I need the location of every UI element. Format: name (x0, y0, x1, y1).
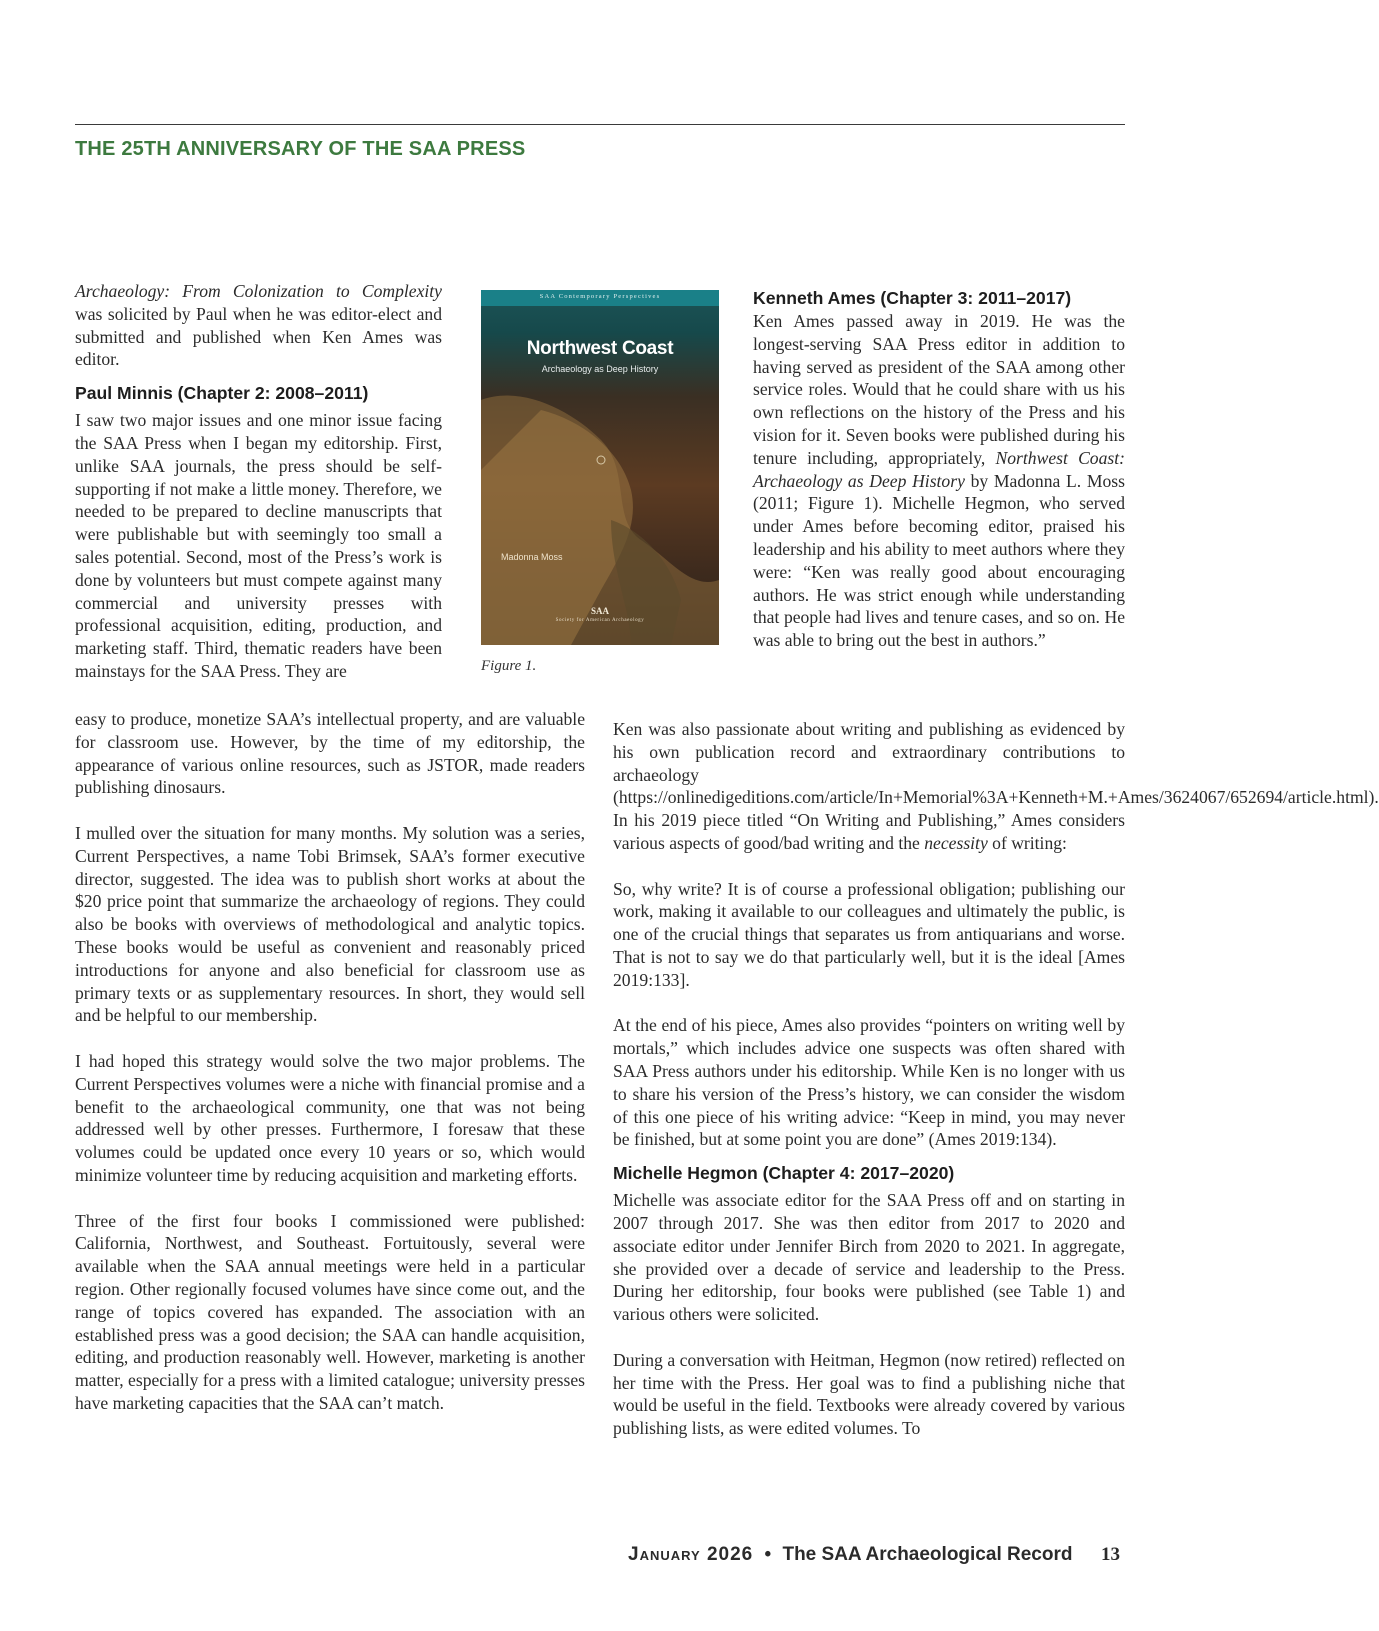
book-cover-image (481, 290, 719, 645)
ames-paragraph-2a: Ken was also passionate about writing and publishing as evidenced by his own publication record and extraordinary contributions to archaeology (https://onlinedigeditions.com/article/In+Memorial%3A+Kenneth+M.+Ames/3624067/652694/article.html). In his 2019 piece titled “On Writing and Publishing,” Ames considers various aspects of good/bad writing and the (613, 719, 1379, 853)
footer-journal-title: The SAA Archaeological Record (782, 1544, 1073, 1565)
ames-book-title: Northwest Coast: Archaeology as Deep History (753, 447, 1125, 491)
hegmon-paragraph-2: During a conversation with Heitman, Hegmon (now retired) reflected on her time with the Press. Her goal was to find a publishing niche that would be useful in the field. Textbooks were already covered by various publishing lists, as were edited volumes. To (613, 1349, 1125, 1439)
footer-month: January 2026 (628, 1544, 754, 1565)
ames-necessity: necessity (924, 832, 988, 853)
minnis-heading: Paul Minnis (Chapter 2: 2008–2011) (75, 383, 369, 404)
minnis-paragraph-2: I mulled over the situation for many months. My solution was a series, Current Perspectives, a name Tobi Brimsek, SAA’s former executive director, suggested. The idea was to publish short works at about the $20 price point that summarize the archaeology of regions. They could also be books with overviews of methodological and analytic topics. These books would be useful as convenient and reasonably priced introductions for anyone and also beneficial for classroom use as primary texts or as supplementary resources. In short, they would sell and be helpful to our membership. (75, 822, 585, 1026)
page-header: THE 25TH ANNIVERSARY OF THE SAA PRESS (75, 138, 526, 160)
figure-caption: Figure 1. (481, 658, 537, 674)
header-rule (75, 124, 1125, 125)
column-2-wide (613, 718, 1379, 1440)
hegmon-paragraph-1: Michelle was associate editor for the SAA Press off and on starting in 2007 through 2017. She was then editor from 2017 to 2020 and associate editor under Jennifer Birch from 2020 to 2021. In aggregate, she provided over a decade of service and leadership to the Press. During her editorship, four books were published (see Table 1) and various others were solicited. (613, 1190, 1125, 1325)
intro-text: was solicited by Paul when he was editor-elect and submitted and published when Ken Ames was editor. (75, 303, 442, 370)
page-number: 13 (1101, 1544, 1120, 1565)
cover-publisher: Society for American Archaeology (555, 618, 645, 623)
column-1-wide (75, 708, 585, 1415)
footer-separator: • (764, 1544, 772, 1565)
column-1-narrow (75, 280, 442, 683)
minnis-paragraph-1b: easy to produce, monetize SAA’s intellectual property, and are valuable for classroom use. However, by the time of my editorship, the appearance of various online resources, such as JSTOR, made readers publishing dinosaurs. (75, 709, 585, 798)
cover-logo: SAA (590, 606, 609, 616)
footer-journal (628, 1544, 1072, 1566)
minnis-paragraph-1a: I saw two major issues and one minor issue facing the SAA Press when I began my editorship. First, unlike SAA journals, the press should be self-supporting if not make a little money. Therefore, we needed to be prepared to decline manuscripts that were publishable but with seemingly too small a sales potential. Second, most of the Press’s work is done by volunteers but must compete against many commercial and university presses with professional acquisition, editing, production, and marketing staff. Third, thematic readers have been mainstays for the SAA Press. They are (75, 410, 442, 681)
hegmon-heading: Michelle Hegmon (Chapter 4: 2017–2020) (613, 1163, 955, 1184)
cover-title: Northwest Coast (526, 338, 674, 359)
cover-series: SAA Contemporary Perspectives (539, 293, 661, 300)
minnis-paragraph-4: Three of the first four books I commissioned were published: California, Northwest, and Southeast. Fortuitously, several were available when the SAA annual meetings were held in a particular region. Other regionally focused volumes have since come out, and the range of topics covered has expanded. The association with an established press was a good decision; the SAA can handle acquisition, editing, and production reasonably well. However, marketing is another matter, especially for a press with a limited catalogue; university presses have marketing capacities that the SAA can’t match. (75, 1210, 585, 1413)
ames-paragraph-2b: of writing: (987, 832, 1067, 853)
ames-paragraph-3: At the end of his piece, Ames also provides “pointers on writing well by mortals,” which includes advice one suspects was often shared with SAA Press authors under his editorship. While Ken is no longer with us to share his version of the Press’s history, we can consider the wisdom of this one piece of his writing advice: “Keep in mind, you may never be finished, but at some point you are done” (Ames 2019:134). (613, 1015, 1125, 1150)
column-2-narrow (753, 286, 1125, 652)
cover-subtitle: Archaeology as Deep History (541, 364, 659, 374)
block-quote: So, why write? It is of course a professional obligation; publishing our work, making it available to our colleagues and ultimately the public, is one of the crucial things that separates us from antiquarians and worse. That is not to say we do that particularly well, but it is the ideal [Ames 2019:133]. (613, 878, 1125, 990)
ames-paragraph-1a: Ken Ames passed away in 2019. He was the longest-serving SAA Press editor in addition to having served as president of the SAA among other service roles. Would that he could share with us his own reflections on the history of the Press and his vision for it. Seven books were published during his tenure including, appropriately, (753, 311, 1125, 468)
minnis-paragraph-3: I had hoped this strategy would solve the two major problems. The Current Perspectives volumes were a niche with financial promise and a benefit to the archaeological community, one that was not being addressed well by other presses. Furthermore, I foresaw that these volumes could be updated once every 10 years or so, which would minimize volunteer time by reducing acquisition and marketing efforts. (75, 1050, 585, 1185)
book-title: Archaeology: From Colonization to Complexity (75, 281, 442, 301)
ames-heading: Kenneth Ames (Chapter 3: 2011–2017) (753, 288, 1072, 308)
cover-author: Madonna Moss (501, 552, 563, 562)
ames-paragraph-1b: by Madonna L. Moss (2011; Figure 1). Michelle Hegmon, who served under Ames before becoming editor, praised his leadership and his ability to meet authors where they were: “Ken was really good about encouraging authors. He was strict enough while understanding that people had lives and tenure cases, and so on. He was able to bring out the best in authors.” (753, 470, 1126, 651)
